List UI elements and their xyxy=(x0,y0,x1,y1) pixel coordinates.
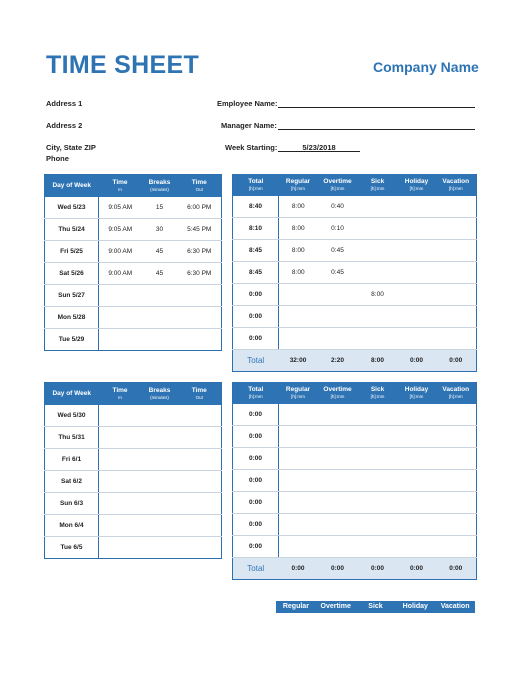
total-vacation: 0:00 xyxy=(436,558,477,580)
time-out-cell[interactable] xyxy=(178,307,222,329)
time-in-cell[interactable] xyxy=(99,307,142,329)
overtime-cell[interactable] xyxy=(318,284,358,306)
breaks-header xyxy=(142,175,178,198)
breaks-cell[interactable] xyxy=(142,493,178,515)
holiday-cell[interactable] xyxy=(398,492,436,514)
total-cell: 0:00 xyxy=(233,492,279,514)
table-row xyxy=(233,284,477,306)
day-cell: Thu 5/31 xyxy=(45,427,99,449)
table-row xyxy=(233,196,477,218)
table-row xyxy=(233,328,477,350)
holiday-header-unit: [h]:mm xyxy=(409,394,424,399)
vacation-header-unit: [h]:mm xyxy=(448,186,463,191)
summary-sick: Sick xyxy=(368,603,383,610)
regular-header xyxy=(279,174,318,196)
total-header-label: Total xyxy=(248,178,264,185)
time-in-cell[interactable] xyxy=(99,285,142,307)
table-row xyxy=(233,448,477,470)
regular-cell[interactable] xyxy=(279,448,318,470)
manager-name-label: Manager Name: xyxy=(221,121,277,130)
week-starting-underline xyxy=(278,151,360,152)
sick-header-label: Sick xyxy=(370,178,385,185)
week2-times-table xyxy=(44,382,222,559)
week-starting-label: Week Starting: xyxy=(225,143,278,152)
day-cell: Sun 5/27 xyxy=(45,285,99,307)
summary-overtime: Overtime xyxy=(320,603,351,610)
table-row xyxy=(233,426,477,448)
total-row xyxy=(233,558,477,580)
company-name[interactable]: Company Name xyxy=(373,59,479,75)
total-label: Total xyxy=(233,558,279,580)
vacation-cell[interactable] xyxy=(436,306,477,328)
holiday-cell[interactable] xyxy=(398,218,436,240)
breaks-cell[interactable] xyxy=(142,427,178,449)
sick-cell[interactable] xyxy=(358,328,398,350)
vacation-cell[interactable] xyxy=(436,404,477,426)
breaks-cell[interactable] xyxy=(142,449,178,471)
sick-cell[interactable] xyxy=(358,240,398,262)
holiday-header xyxy=(398,174,436,196)
table-row xyxy=(45,449,222,471)
table-row xyxy=(233,306,477,328)
week1-hours-header xyxy=(233,174,477,196)
overtime-cell[interactable] xyxy=(318,514,358,536)
breaks-header-label: Breaks xyxy=(148,387,171,394)
time-out-cell[interactable] xyxy=(178,405,222,427)
breaks-cell[interactable] xyxy=(142,471,178,493)
breaks-header-unit: (minutes) xyxy=(150,187,169,192)
vacation-cell[interactable] xyxy=(436,328,477,350)
sick-header-unit: [h]:mm xyxy=(370,394,385,399)
summary-holiday: Holiday xyxy=(402,603,428,610)
holiday-header-label: Holiday xyxy=(404,178,429,185)
time-out-cell[interactable]: 6:00 PM xyxy=(178,197,222,219)
time-out-cell[interactable]: 6:30 PM xyxy=(178,263,222,285)
day-cell: Thu 5/24 xyxy=(45,219,99,241)
breaks-cell[interactable] xyxy=(142,405,178,427)
regular-header-unit: [h]:mm xyxy=(291,186,305,191)
regular-cell[interactable]: 8:00 xyxy=(279,240,318,262)
holiday-cell[interactable] xyxy=(398,514,436,536)
sick-cell[interactable] xyxy=(358,448,398,470)
vacation-cell[interactable] xyxy=(436,196,477,218)
holiday-cell[interactable] xyxy=(398,240,436,262)
table-row xyxy=(233,536,477,558)
vacation-header-label: Vacation xyxy=(442,178,470,185)
breaks-cell[interactable] xyxy=(142,329,178,351)
overtime-cell[interactable] xyxy=(318,404,358,426)
summary-vacation: Vacation xyxy=(440,603,470,610)
week2-hours-table xyxy=(232,382,477,580)
total-sick: 0:00 xyxy=(358,558,398,580)
table-row xyxy=(233,218,477,240)
phone[interactable]: Phone xyxy=(46,154,69,163)
employee-name-field[interactable] xyxy=(278,107,475,108)
day-of-week-header xyxy=(45,175,99,198)
vacation-cell[interactable] xyxy=(436,448,477,470)
total-regular: 32:00 xyxy=(279,350,318,372)
total-label: Total xyxy=(233,350,279,372)
breaks-cell[interactable]: 30 xyxy=(142,219,178,241)
vacation-cell[interactable] xyxy=(436,262,477,284)
holiday-cell[interactable] xyxy=(398,448,436,470)
table-row xyxy=(45,515,222,537)
page-title: TIME SHEET xyxy=(46,51,200,79)
summary-regular: Regular xyxy=(282,603,309,610)
time-in-header-label: Time xyxy=(112,387,128,394)
table-row xyxy=(45,493,222,515)
regular-cell[interactable] xyxy=(279,284,318,306)
overtime-header xyxy=(318,174,358,196)
time-out-header-unit: Out xyxy=(195,395,203,400)
total-holiday: 0:00 xyxy=(398,350,436,372)
regular-cell[interactable] xyxy=(279,470,318,492)
time-out-cell[interactable] xyxy=(178,427,222,449)
total-cell: 0:00 xyxy=(233,448,279,470)
holiday-cell[interactable] xyxy=(398,536,436,558)
regular-cell[interactable]: 8:00 xyxy=(279,218,318,240)
regular-header-label: Regular xyxy=(285,178,311,185)
vacation-cell[interactable] xyxy=(436,492,477,514)
table-row xyxy=(233,262,477,284)
time-in-cell[interactable] xyxy=(99,329,142,351)
total-header xyxy=(233,382,279,404)
table-row xyxy=(233,404,477,426)
overtime-cell[interactable]: 0:10 xyxy=(318,218,358,240)
holiday-header-unit: [h]:mm xyxy=(409,186,424,191)
vacation-cell[interactable] xyxy=(436,218,477,240)
day-cell: Sat 5/26 xyxy=(45,263,99,285)
holiday-cell[interactable] xyxy=(398,328,436,350)
overtime-cell[interactable] xyxy=(318,536,358,558)
holiday-cell[interactable] xyxy=(398,404,436,426)
day-of-week-header-label: Day of Week xyxy=(52,182,92,189)
total-cell: 8:45 xyxy=(233,240,279,262)
breaks-cell[interactable] xyxy=(142,285,178,307)
city-state-zip[interactable]: City, State ZIP xyxy=(46,143,96,152)
time-in-header-unit: In xyxy=(118,395,122,400)
regular-cell[interactable]: 8:00 xyxy=(279,262,318,284)
holiday-cell[interactable] xyxy=(398,426,436,448)
total-regular: 0:00 xyxy=(279,558,318,580)
overtime-header-label: Overtime xyxy=(323,178,352,185)
breaks-cell[interactable] xyxy=(142,307,178,329)
time-in-cell[interactable] xyxy=(99,493,142,515)
sick-header-unit: [h]:mm xyxy=(370,186,385,191)
day-cell: Sat 6/2 xyxy=(45,471,99,493)
week-starting-field[interactable]: 5/23/2018 xyxy=(302,143,336,152)
time-in-cell[interactable]: 9:00 AM xyxy=(99,241,142,263)
table-row xyxy=(233,514,477,536)
time-in-header xyxy=(99,175,142,198)
day-cell: Fri 6/1 xyxy=(45,449,99,471)
time-in-header-unit: In xyxy=(118,187,122,192)
address-1[interactable]: Address 1 xyxy=(46,99,83,108)
table-row xyxy=(233,470,477,492)
holiday-cell[interactable] xyxy=(398,196,436,218)
time-in-header xyxy=(99,383,142,406)
vacation-cell[interactable] xyxy=(436,426,477,448)
total-row xyxy=(233,350,477,372)
day-cell: Wed 5/30 xyxy=(45,405,99,427)
week2-times-header xyxy=(45,383,222,406)
holiday-header-label: Holiday xyxy=(404,386,429,393)
summary-bar xyxy=(276,601,475,613)
overtime-cell[interactable] xyxy=(318,448,358,470)
overtime-header-unit: [h]:mm xyxy=(330,394,345,399)
total-overtime: 0:00 xyxy=(318,558,358,580)
total-holiday: 0:00 xyxy=(398,558,436,580)
regular-cell[interactable] xyxy=(279,492,318,514)
sick-cell[interactable] xyxy=(358,536,398,558)
sick-header-label: Sick xyxy=(370,386,385,393)
time-out-cell[interactable]: 6:30 PM xyxy=(178,241,222,263)
holiday-cell[interactable] xyxy=(398,470,436,492)
holiday-header xyxy=(398,382,436,404)
sick-header xyxy=(358,174,398,196)
breaks-cell[interactable]: 45 xyxy=(142,263,178,285)
week2-hours-header xyxy=(233,382,477,404)
sick-cell[interactable] xyxy=(358,306,398,328)
regular-cell[interactable] xyxy=(279,328,318,350)
overtime-cell[interactable] xyxy=(318,306,358,328)
vacation-header xyxy=(436,382,477,404)
breaks-cell[interactable]: 15 xyxy=(142,197,178,219)
regular-cell[interactable] xyxy=(279,426,318,448)
time-out-header-label: Time xyxy=(191,179,207,186)
time-out-cell[interactable] xyxy=(178,329,222,351)
vacation-header-label: Vacation xyxy=(442,386,470,393)
time-out-cell[interactable] xyxy=(178,471,222,493)
table-row xyxy=(45,219,222,241)
total-header xyxy=(233,174,279,196)
total-header-label: Total xyxy=(248,386,264,393)
overtime-header xyxy=(318,382,358,404)
total-cell: 0:00 xyxy=(233,284,279,306)
overtime-cell[interactable] xyxy=(318,492,358,514)
time-in-cell[interactable]: 9:05 AM xyxy=(99,219,142,241)
vacation-header-unit: [h]:mm xyxy=(448,394,463,399)
vacation-cell[interactable] xyxy=(436,284,477,306)
breaks-header xyxy=(142,383,178,406)
time-out-cell[interactable] xyxy=(178,285,222,307)
day-cell: Tue 5/29 xyxy=(45,329,99,351)
regular-header xyxy=(279,382,318,404)
total-cell: 0:00 xyxy=(233,514,279,536)
time-out-header-unit: Out xyxy=(195,187,203,192)
overtime-cell[interactable]: 0:45 xyxy=(318,240,358,262)
table-row xyxy=(45,427,222,449)
vacation-cell[interactable] xyxy=(436,240,477,262)
total-overtime: 2:20 xyxy=(318,350,358,372)
day-of-week-header xyxy=(45,383,99,406)
address-2[interactable]: Address 2 xyxy=(46,121,83,130)
total-cell: 8:40 xyxy=(233,196,279,218)
day-of-week-header-label: Day of Week xyxy=(52,390,92,397)
holiday-cell[interactable] xyxy=(398,284,436,306)
sick-header xyxy=(358,382,398,404)
sick-cell[interactable] xyxy=(358,426,398,448)
holiday-cell[interactable] xyxy=(398,262,436,284)
time-out-cell[interactable]: 5:45 PM xyxy=(178,219,222,241)
regular-cell[interactable] xyxy=(279,306,318,328)
table-row xyxy=(45,197,222,219)
holiday-cell[interactable] xyxy=(398,306,436,328)
total-cell: 0:00 xyxy=(233,536,279,558)
day-cell: Tue 6/5 xyxy=(45,537,99,559)
breaks-cell[interactable]: 45 xyxy=(142,241,178,263)
overtime-header-unit: [h]:mm xyxy=(330,186,345,191)
regular-cell[interactable]: 8:00 xyxy=(279,196,318,218)
overtime-cell[interactable] xyxy=(318,426,358,448)
sick-cell[interactable] xyxy=(358,514,398,536)
day-cell: Fri 5/25 xyxy=(45,241,99,263)
table-row xyxy=(45,307,222,329)
overtime-header-label: Overtime xyxy=(323,386,352,393)
manager-name-field[interactable] xyxy=(278,129,475,130)
breaks-cell[interactable] xyxy=(142,515,178,537)
sick-cell[interactable] xyxy=(358,404,398,426)
vacation-cell[interactable] xyxy=(436,536,477,558)
day-cell: Sun 6/3 xyxy=(45,493,99,515)
table-row xyxy=(45,241,222,263)
regular-cell[interactable] xyxy=(279,404,318,426)
table-row xyxy=(45,263,222,285)
sick-cell[interactable] xyxy=(358,196,398,218)
overtime-cell[interactable] xyxy=(318,328,358,350)
total-cell: 0:00 xyxy=(233,306,279,328)
time-out-cell[interactable] xyxy=(178,493,222,515)
overtime-cell[interactable]: 0:45 xyxy=(318,262,358,284)
time-in-cell[interactable] xyxy=(99,427,142,449)
sick-cell[interactable] xyxy=(358,470,398,492)
day-cell: Wed 5/23 xyxy=(45,197,99,219)
time-in-cell[interactable] xyxy=(99,537,142,559)
total-cell: 0:00 xyxy=(233,328,279,350)
sick-cell[interactable] xyxy=(358,262,398,284)
week1-times-table xyxy=(44,174,222,351)
employee-name-label: Employee Name: xyxy=(217,99,278,108)
total-cell: 0:00 xyxy=(233,470,279,492)
table-row xyxy=(45,405,222,427)
total-cell: 0:00 xyxy=(233,426,279,448)
regular-header-label: Regular xyxy=(285,386,311,393)
total-header-unit: [h]:mm xyxy=(248,186,263,191)
overtime-cell[interactable] xyxy=(318,470,358,492)
table-row xyxy=(233,240,477,262)
table-row xyxy=(233,492,477,514)
regular-cell[interactable] xyxy=(279,514,318,536)
day-cell: Mon 5/28 xyxy=(45,307,99,329)
time-out-cell[interactable] xyxy=(178,537,222,559)
sick-cell[interactable] xyxy=(358,492,398,514)
vacation-cell[interactable] xyxy=(436,470,477,492)
sick-cell[interactable] xyxy=(358,218,398,240)
time-out-cell[interactable] xyxy=(178,515,222,537)
table-row xyxy=(45,329,222,351)
week1-times-header xyxy=(45,175,222,198)
time-out-cell[interactable] xyxy=(178,449,222,471)
total-vacation: 0:00 xyxy=(436,350,477,372)
breaks-header-label: Breaks xyxy=(148,179,171,186)
regular-header-unit: [h]:mm xyxy=(291,394,305,399)
time-in-header-label: Time xyxy=(112,179,128,186)
time-in-cell[interactable]: 9:05 AM xyxy=(99,197,142,219)
table-row xyxy=(45,471,222,493)
time-out-header-label: Time xyxy=(191,387,207,394)
total-cell: 8:45 xyxy=(233,262,279,284)
table-row xyxy=(45,285,222,307)
total-cell: 0:00 xyxy=(233,404,279,426)
total-header-unit: [h]:mm xyxy=(248,394,263,399)
time-out-header xyxy=(178,383,222,406)
time-in-cell[interactable]: 9:00 AM xyxy=(99,263,142,285)
time-in-cell[interactable] xyxy=(99,405,142,427)
time-out-header xyxy=(178,175,222,198)
table-row xyxy=(45,537,222,559)
time-in-cell[interactable] xyxy=(99,471,142,493)
vacation-header xyxy=(436,174,477,196)
breaks-cell[interactable] xyxy=(142,537,178,559)
vacation-cell[interactable] xyxy=(436,514,477,536)
sick-cell[interactable]: 8:00 xyxy=(358,284,398,306)
total-sick: 8:00 xyxy=(358,350,398,372)
regular-cell[interactable] xyxy=(279,536,318,558)
week1-hours-table xyxy=(232,174,477,372)
day-cell: Mon 6/4 xyxy=(45,515,99,537)
breaks-header-unit: (minutes) xyxy=(150,395,169,400)
time-in-cell[interactable] xyxy=(99,515,142,537)
overtime-cell[interactable]: 0:40 xyxy=(318,196,358,218)
total-cell: 8:10 xyxy=(233,218,279,240)
time-in-cell[interactable] xyxy=(99,449,142,471)
